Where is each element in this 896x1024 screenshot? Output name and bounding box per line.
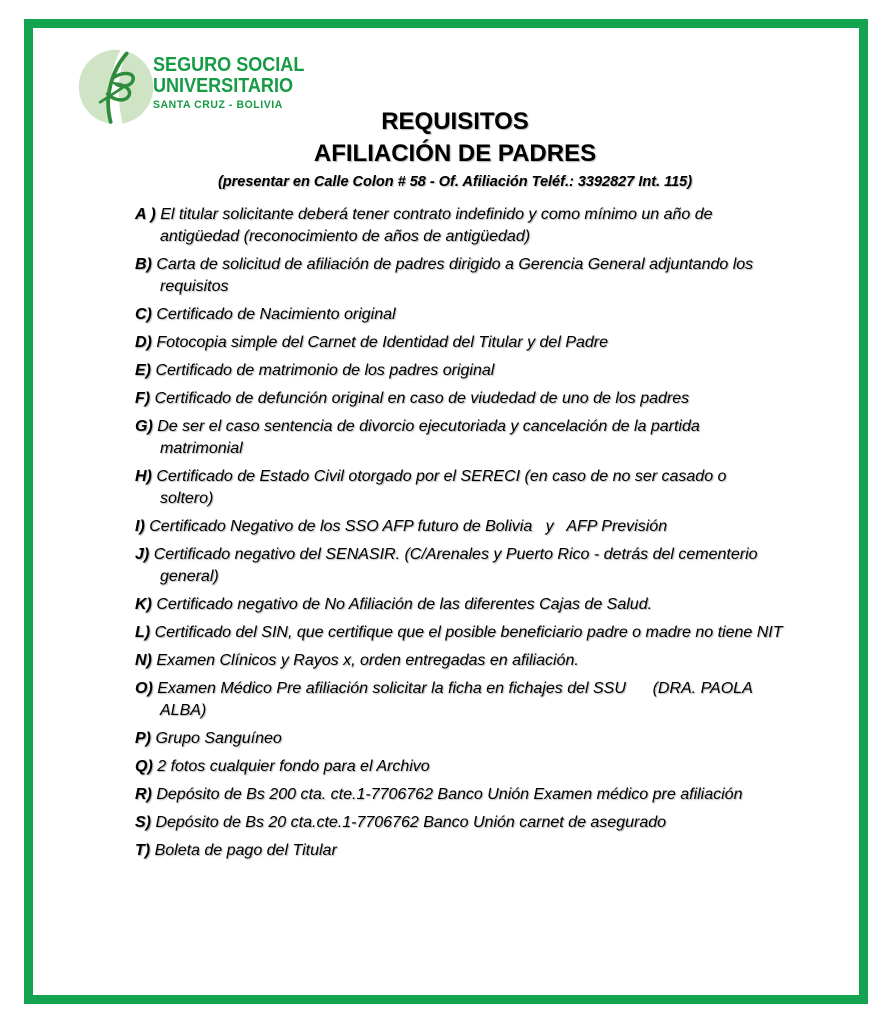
requirement-letter: D): [135, 334, 152, 351]
requirement-letter: G): [135, 418, 153, 435]
requirement-text: De ser el caso sentencia de divorcio ejecutoriada y cancelación de la partida matrimonial: [157, 418, 705, 457]
requirement-letter: H): [135, 468, 152, 485]
document-header: [33, 106, 859, 190]
requirement-item: [135, 622, 783, 644]
requirement-text: Certificado negativo de No Afiliación de las diferentes Cajas de Salud.: [156, 596, 653, 613]
requirement-item: [135, 594, 783, 616]
requirement-letter: B): [135, 256, 152, 273]
requirement-letter: N): [135, 652, 152, 669]
requirement-text: El titular solicitante deberá tener contrato indefinido y como mínimo un año de antigüedad (reconocimiento de años de antigüedad): [160, 206, 717, 245]
requirement-letter: O): [135, 680, 153, 697]
org-location: SANTA CRUZ - BOLIVIA: [153, 99, 283, 111]
requirement-item: [135, 784, 783, 806]
requirement-text: Certificado del SIN, que certifique que el posible beneficiario padre o madre no tiene NIT: [154, 624, 783, 641]
requirement-letter: S): [135, 814, 151, 831]
requirement-item: [135, 416, 783, 460]
requirement-item: [135, 812, 783, 834]
requirement-text: 2 fotos cualquier fondo para el Archivo: [157, 758, 430, 775]
org-name-block: [153, 54, 325, 111]
requirement-item: [135, 840, 783, 862]
requirement-item: [135, 678, 783, 722]
requirement-letter: F): [135, 390, 151, 407]
requirement-letter: J): [135, 546, 150, 563]
requirement-letter: C): [135, 306, 152, 323]
requirement-letter: E): [135, 362, 151, 379]
requirement-text: Examen Clínicos y Rayos x, orden entregadas en afiliación.: [156, 652, 579, 669]
requirement-text: Fotocopia simple del Carnet de Identidad del Titular y del Padre: [156, 334, 609, 351]
requirement-text: Grupo Sanguíneo: [155, 730, 282, 747]
requirement-text: Certificado de matrimonio de los padres original: [155, 362, 495, 379]
requirement-item: [135, 756, 783, 778]
requirement-letter: K): [135, 596, 152, 613]
requirement-text: Examen Médico Pre afiliación solicitar la ficha en fichajes del SSU (DRA. PAOLA ALBA): [157, 680, 757, 719]
requirement-item: [135, 304, 783, 326]
requirement-item: [135, 466, 783, 510]
org-name-line1: SEGURO SOCIAL: [153, 53, 305, 76]
requirement-item: [135, 388, 783, 410]
requirement-text: Certificado de Nacimiento original: [156, 306, 396, 323]
requirement-letter: L): [135, 624, 151, 641]
requirement-text: Carta de solicitud de afiliación de padres dirigido a Gerencia General adjuntando los requisitos: [156, 256, 758, 295]
requirement-text: Boleta de pago del Titular: [154, 842, 337, 859]
requirements-list: [135, 204, 783, 868]
requirement-text: Depósito de Bs 20 cta.cte.1-7706762 Banco Unión carnet de asegurado: [155, 814, 667, 831]
requirement-item: [135, 516, 783, 538]
requirement-letter: I): [135, 518, 145, 535]
requirement-letter: P): [135, 730, 151, 747]
requirement-item: [135, 254, 783, 298]
requirement-letter: A ): [135, 206, 156, 223]
requirement-item: [135, 204, 783, 248]
org-name-line2: UNIVERSITARIO: [153, 74, 293, 97]
document-subtitle: (presentar en Calle Colon # 58 - Of. Afiliación Teléf.: 3392827 Int. 115): [217, 174, 693, 190]
requirement-letter: T): [135, 842, 151, 859]
requirement-text: Certificado Negativo de los SSO AFP futuro de Bolivia y AFP Previsión: [149, 518, 668, 535]
requirement-text: Certificado negativo del SENASIR. (C/Arenales y Puerto Rico - detrás del cementerio general): [153, 546, 762, 585]
requirement-letter: R): [135, 786, 152, 803]
requirement-text: Depósito de Bs 200 cta. cte.1-7706762 Banco Unión Examen médico pre afiliación: [156, 786, 743, 803]
document-title-line2: AFILIACIÓN DE PADRES: [313, 140, 597, 167]
requirement-text: Certificado de defunción original en caso de viudedad de uno de los padres: [154, 390, 690, 407]
requirement-item: [135, 332, 783, 354]
document-title-line1: REQUISITOS: [381, 108, 529, 135]
requirement-item: [135, 728, 783, 750]
requirement-item: [135, 650, 783, 672]
requirement-letter: Q): [135, 758, 153, 775]
requirement-item: [135, 544, 783, 588]
requirement-item: [135, 360, 783, 382]
requirement-text: Certificado de Estado Civil otorgado por el SERECI (en caso de no ser casado o soltero): [156, 468, 731, 507]
